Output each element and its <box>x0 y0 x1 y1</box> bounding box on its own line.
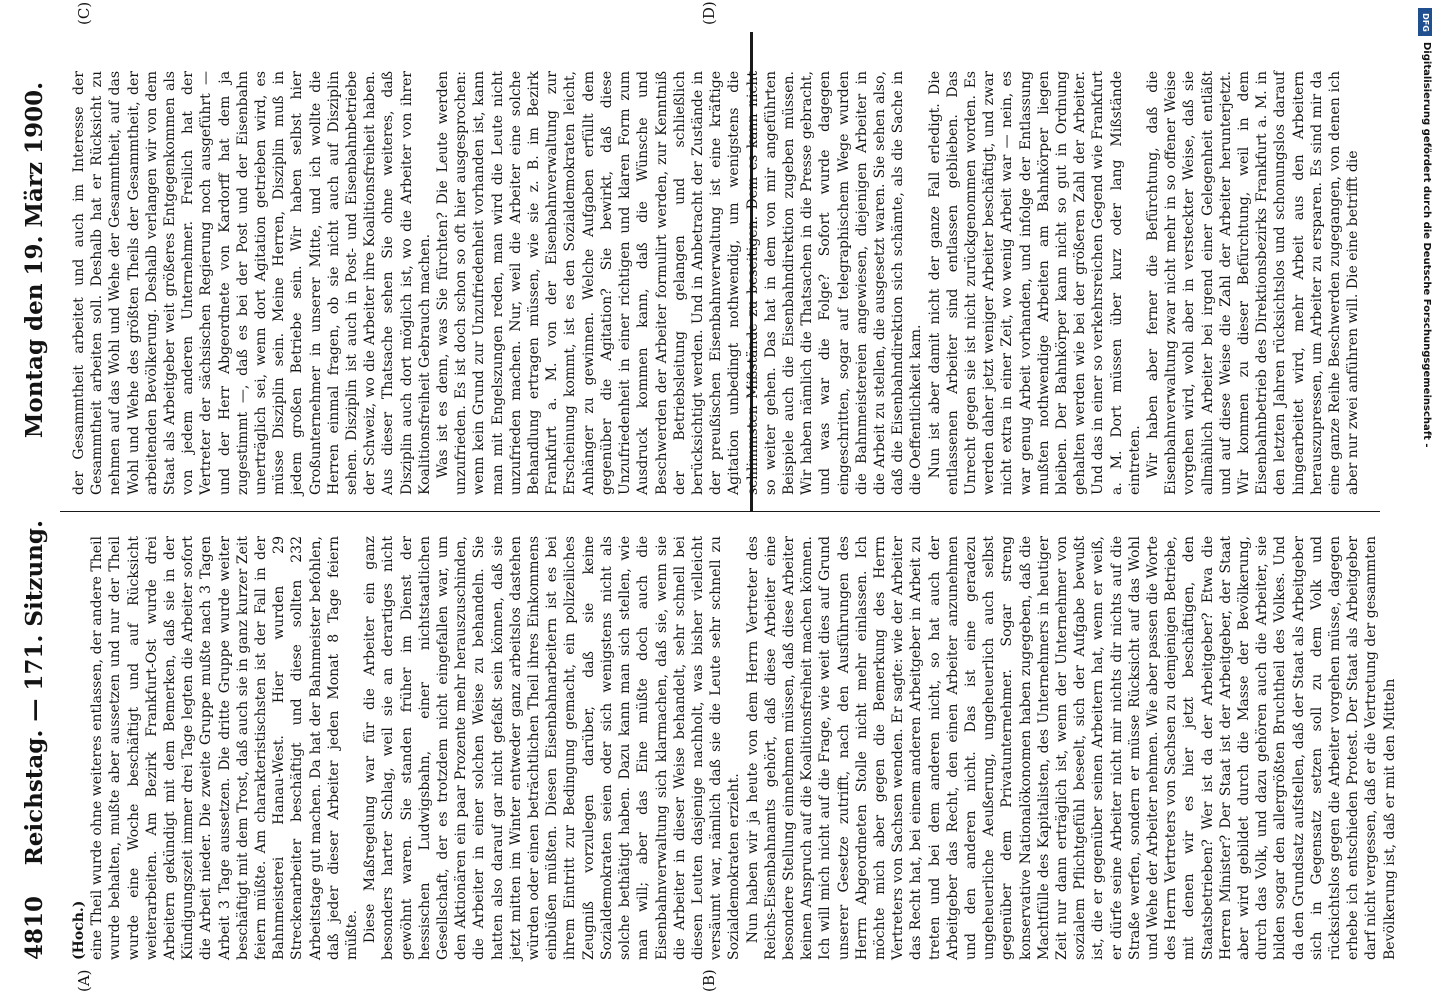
digitization-credit: Digitalisierung gefördert durch die Deutsche Forschungsgemeinschaft - <box>1421 42 1432 448</box>
dfg-logo: DFG <box>1418 8 1432 36</box>
margin-marker-a: (A) <box>75 969 93 992</box>
right-column <box>70 71 1370 495</box>
paragraph: Was ist es denn, was Sie fürchten? Die Leute werden unzufrieden. Es ist doch schon so oft hier ausgesprochen: wenn kein Grund zur Unzufriedenheit vorhanden ist, kann man mit Engelszungen reden, man wird die Leute nicht unzufrieden machen. Nur, weil die Arbeiter eine solche Behandlung ertragen müssen, wie sie z. B. im Bezirk Frankfurt a. M. von der Eisenbahnverwaltung zur Erscheinung kommt, ist es den Sozialdemokraten leicht, Anhänger zu gewinnen. Welche Aufgaben erfüllt dem gegenüber die Agitation? Sie bewirkt, daß diese Unzufriedenheit in einer richtigen und klaren Form zum Ausdruck kommen kann, daß die Wünsche und Beschwerden der Arbeiter formulirt werden, zur Kenntniß der Betriebsleitung gelangen und schließlich berücksichtigt werden. Und in Anbetracht der Zustände in der preußischen Eisenbahnverwaltung ist eine kräftige Agitation unbedingt nothwendig, um wenigstens die schlimmsten Mißstände zu beseitigen. Dem es kann nicht so weiter gehen. Das hat in dem von mir angeführten Beispiele auch die Eisenbahndirektion zugeben müssen. Wir haben nämlich die Thatsachen in die Presse gebracht, und was war die Folge? Sofort wurde dagegen eingeschritten, sogar auf telegraphischem Wege wurden die Bahnmeistereien angewiesen, diejenigen Arbeiter in die Arbeit zu stellen, die ausgesetzt waren. Sie sehen also, daß die Eisenbahndirektion sich schämte, als die Sache in die Oeffentlichkeit kam. <box>435 71 925 495</box>
paragraph: der Gesammtheit arbeitet und auch im Interesse der Gesammtheit arbeiten soll. Deshalb hat er Rücksicht zu nehmen auf das Wohl und Wehe der Gesammtheit, auf das Wohl und Wehe des größten Theils der Gesammtheit, der arbeitenden Bevölkerung. Deshalb verlangen wir von dem Staat als Arbeitgeber weit größeres Entgegenkommen als von jedem anderen Unternehmer. Freilich hat der Vertreter der sächsischen Regierung noch ausgeführt — und der Herr Abgeordnete von Kardorff hat dem ja zugestimmt —, daß es bei der Post und der Eisenbahn unerträglich sei, wenn dort Agitation getrieben wird, es müsse Disziplin sein. Meine Herren, Disziplin muß in jedem großen Betriebe sein. Wir haben selbst hier Großunternehmer in unserer Mitte, und ich wollte die Herren einmal fragen, ob sie nicht auch auf Disziplin sehen. Disziplin ist auch in Post- und Eisenbahnbetriebe der Schweiz, wo die Arbeiter ihre Koalitionsfreiheit haben. Aus dieser Thatsache sehen Sie ohne weiteres, daß Disziplin auch dort möglich ist, wo die Arbeiter von ihrer Koalitionsfreiheit Gebrauch machen. <box>71 71 433 495</box>
margin-marker-c: (C) <box>75 1 93 25</box>
paragraph: Wir haben aber ferner die Befürchtung, daß die Eisenbahnverwaltung zwar nicht mehr in so offener Weise vorgehen wird, wohl aber in versteckter Weise, daß sie allmählich Arbeiter bei irgend einer Gelegenheit entläßt und auf diese Weise die Zahl der Arbeiter herunterjetzt. Wir kommen zu dieser Befürchtung, weil in dem Eisenbahnbetrieb des Direktionsbezirks Frankfurt a. M. in den letzten Jahren rücksichtslos und schonungslos darauf hingearbeitet wird, mehr Arbeit aus den Arbeitern herauszupressen, um Arbeiter zu ersparen. Es sind mir da eine ganze Reihe Beschwerden zugegangen, von denen ich aber nur zwei anführen will. Die eine betrifft die <box>1144 71 1362 495</box>
paragraph: Nun haben wir ja heute von dem Herrn Vertreter des Reichs-Eisenbahnamts gehört, daß diese Arbeiter eine besondere Stellung einnehmen müssen, daß diese Arbeiter keinen Anspruch auf die Koalitionsfreiheit machen können. Ich will mich nicht auf die Frage, wie weit dies auf Grund unserer Gesetze zutrifft, nach den Ausführungen des Herrn Abgeordneten Stolle nicht mehr einlassen. Ich möchte mich aber gegen die Bemerkung des Herrn Vertreters von Sachsen wenden. Er sagte: wie der Arbeiter das Recht hat, bei einem anderen Arbeitgeber in Arbeit zu treten und bei dem anderen nicht, so hat auch der Arbeitgeber das Recht, den einen Arbeiter anzunehmen und den anderen nicht. Das ist eine geradezu ungeheuerliche Aeußerung, ungeheuerlich auch selbst gegenüber dem Privatunternehmer. Sogar streng konservative Nationalökonomen haben zugegeben, daß die Machtfülle des Kapitalisten, des Unternehmers in heutiger Zeit nur dann erträglich ist, wenn der Unternehmer von sozialem Pflichtgefühl beseelt, sich der Aufgabe bewußt ist, die er gegenüber seinen Arbeitern hat, wenn er weiß, er dürfe seine Arbeiter nicht mir nichts dir nichts auf die Straße werfen, sondern er müsse Rücksicht auf das Wohl und Wehe der Arbeiter nehmen. Wie aber passen die Worte des Herrn Vertreters von Sachsen zu demjenigen Betriebe, mit denen wir es hier jetzt beschäftigen, den Staatsbetrieben? Wer ist da der Arbeitgeber? Etwa die Herren Minister? Der Staat ist der Arbeitgeber, der Staat aber wird gebildet durch die Masse der Bevölkerung, durch das Volk, und dazu gehören auch die Arbeiter, sie bilden sogar den allergrößten Bruchtheil des Volkes. Und da den Grundsatz aufstellen, daß der Staat als Arbeitgeber sich in Gegensatz setzen soll zu dem Volk und rücksichtslos gegen die Arbeiter vorgehen müsse, dagegen erhebe ich entschieden Protest. Der Staat als Arbeitgeber darf nicht vergessen, daß er die Vertretung der gesammten Bevölkerung ist, daß er mit den Mitteln <box>744 536 1398 960</box>
left-column <box>70 536 1398 960</box>
page-number: 4810 <box>20 895 48 960</box>
margin-marker-b: (B) <box>700 969 718 992</box>
header-left <box>21 520 48 960</box>
session-title: Reichstag. — 171. Sitzung. <box>20 520 48 866</box>
column-divider <box>60 511 1380 512</box>
session-date: Montag den 19. März 1900. <box>20 81 48 439</box>
dfg-sidebar <box>1418 8 1432 588</box>
page-header <box>14 30 54 960</box>
margin-marker-d: (D) <box>700 1 718 25</box>
speaker-label: (Hoch.) <box>71 900 87 960</box>
paragraph: Diese Maßregelung war für die Arbeiter ein ganz besonders harter Schlag, weil sie an derartiges nicht gewöhnt waren. Sie standen früher im Dienst der hessischen Ludwigsbahn, einer nichtstaatlichen Gesellschaft, der es trotzdem nicht eingefallen war, um den Aktionären ein paar Prozente mehr herauszuschinden, die Arbeiter in einer solchen Weise zu behandeln. Sie hatten also darauf gar nicht gefaßt sein können, daß sie jetzt mitten im Winter entweder ganz arbeitslos dastehen würden oder einen beträchtlichen Theil ihres Einkommens einbüßen müßten. Diesen Eisenbahnarbeitern ist es bei ihrem Eintritt zur Bedingung gemacht, ein polizeiliches Zeugniß vorzulegen darüber, daß sie keine Sozialdemokraten seien oder sich wenigstens nicht als solche bethätigt haben. Dazu kann man sich stellen, wie man will; aber das Eine müßte doch auch die Eisenbahnverwaltung sich klarmachen, daß sie, wenn sie die Arbeiter in dieser Weise behandelt, sehr schnell bei diesen Leuten dasjenige nachholt, was bisher vielleicht versäumt war, nämlich daß sie die Leute sehr schnell zu Sozialdemokraten erzieht. <box>362 536 743 960</box>
paragraph: Nun ist aber damit nicht der ganze Fall erledigt. Die entlassenen Arbeiter sind entlassen geblieben. Das Unrecht gegen sie ist nicht zurückgenommen worden. Es werden daher jetzt weniger Arbeiter beschäftigt, und zwar nicht extra in einer Zeit, wo wenig Arbeit war — nein, es war genug Arbeit vorhanden, und infolge der Entlassung mußten nothwendige Arbeiten am Bahnkörper liegen bleiben. Der Bahnkörper kann nicht so gut in Ordnung gehalten werden wie bei der größeren Zahl der Arbeiter. Und das in einer so verkehrsreichen Gegend wie Frankfurt a. M. Dort müssen über kurz oder lang Mißstände eintreten. <box>926 71 1143 495</box>
paragraph: eine Theil wurde ohne weiteres entlassen, der andere Theil wurde behalten, mußte aber aussetzen und nur der Theil wurde eine Woche beschäftigt und auf Rücksicht weiterarbeiten. Am Bezirk Frankfurt-Ost wurde drei Arbeitern gekündigt mit dem Bemerken, daß sie in der Kündigungszeit immer drei Tage legten die Arbeiter sofort die Arbeit nieder. Die zweite Gruppe mußte nach 3 Tagen Arbeit 3 Tage aussetzen. Die dritte Gruppe wurde weiter beschäftigt mit dem Trost, daß auch sie in ganz kurzer Zeit feiern müßte. Am charakteristischsten ist der Fall in der Bahnmeisterei Hanau-West. Hier wurden 29 Streckenarbeiter beschäftigt und diese sollten 232 Arbeitstage gut machen. Da hat der Bahnmeister befohlen, daß jeder dieser Arbeiter jeden Monat 8 Tage feiern müßte. <box>89 536 361 960</box>
